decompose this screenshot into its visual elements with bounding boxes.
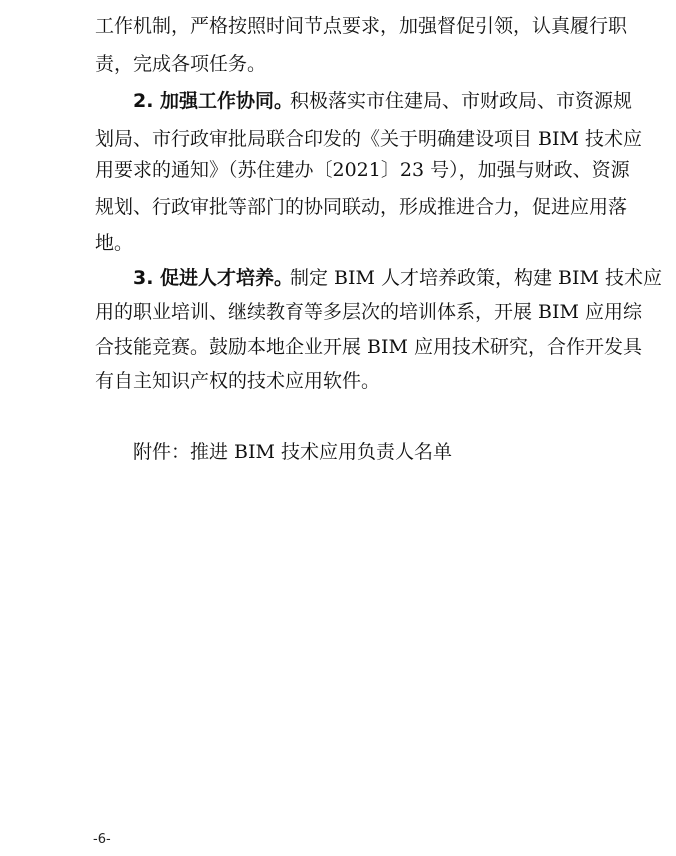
text-line: 用要求的通知》（苏住建办〔2021〕23 号），加强与财政、资源 bbox=[95, 159, 630, 181]
attachment-label: 附件：推进 BIM 技术应用负责人名单 bbox=[133, 441, 453, 463]
text-line: 有自主知识产权的技术应用软件。 bbox=[95, 370, 381, 392]
text-line: 划局、市行政审批局联合印发的《关于明确建设项目 BIM 技术应 bbox=[95, 128, 643, 150]
text-line: 用的职业培训、继续教育等多层次的培训体系，开展 BIM 应用综 bbox=[95, 301, 643, 323]
text-line: 工作机制，严格按照时间节点要求，加强督促引领，认真履行职 bbox=[95, 15, 628, 37]
section-3-heading: 3. 促进人才培养。 bbox=[133, 267, 294, 289]
text-line: 制定 BIM 人才培养政策，构建 BIM 技术应 bbox=[290, 267, 663, 289]
section-2-heading: 2. 加强工作协同。 bbox=[133, 90, 294, 112]
text-line: 地。 bbox=[95, 232, 134, 254]
text-line: 责，完成各项任务。 bbox=[95, 53, 267, 75]
text-line: 合技能竞赛。鼓励本地企业开展 BIM 应用技术研究，合作开发具 bbox=[95, 336, 643, 358]
text-line: 积极落实市住建局、市财政局、市资源规 bbox=[290, 90, 633, 112]
page-number: -6- bbox=[93, 832, 111, 847]
text-line: 规划、行政审批等部门的协同联动，形成推进合力，促进应用落 bbox=[95, 196, 628, 218]
